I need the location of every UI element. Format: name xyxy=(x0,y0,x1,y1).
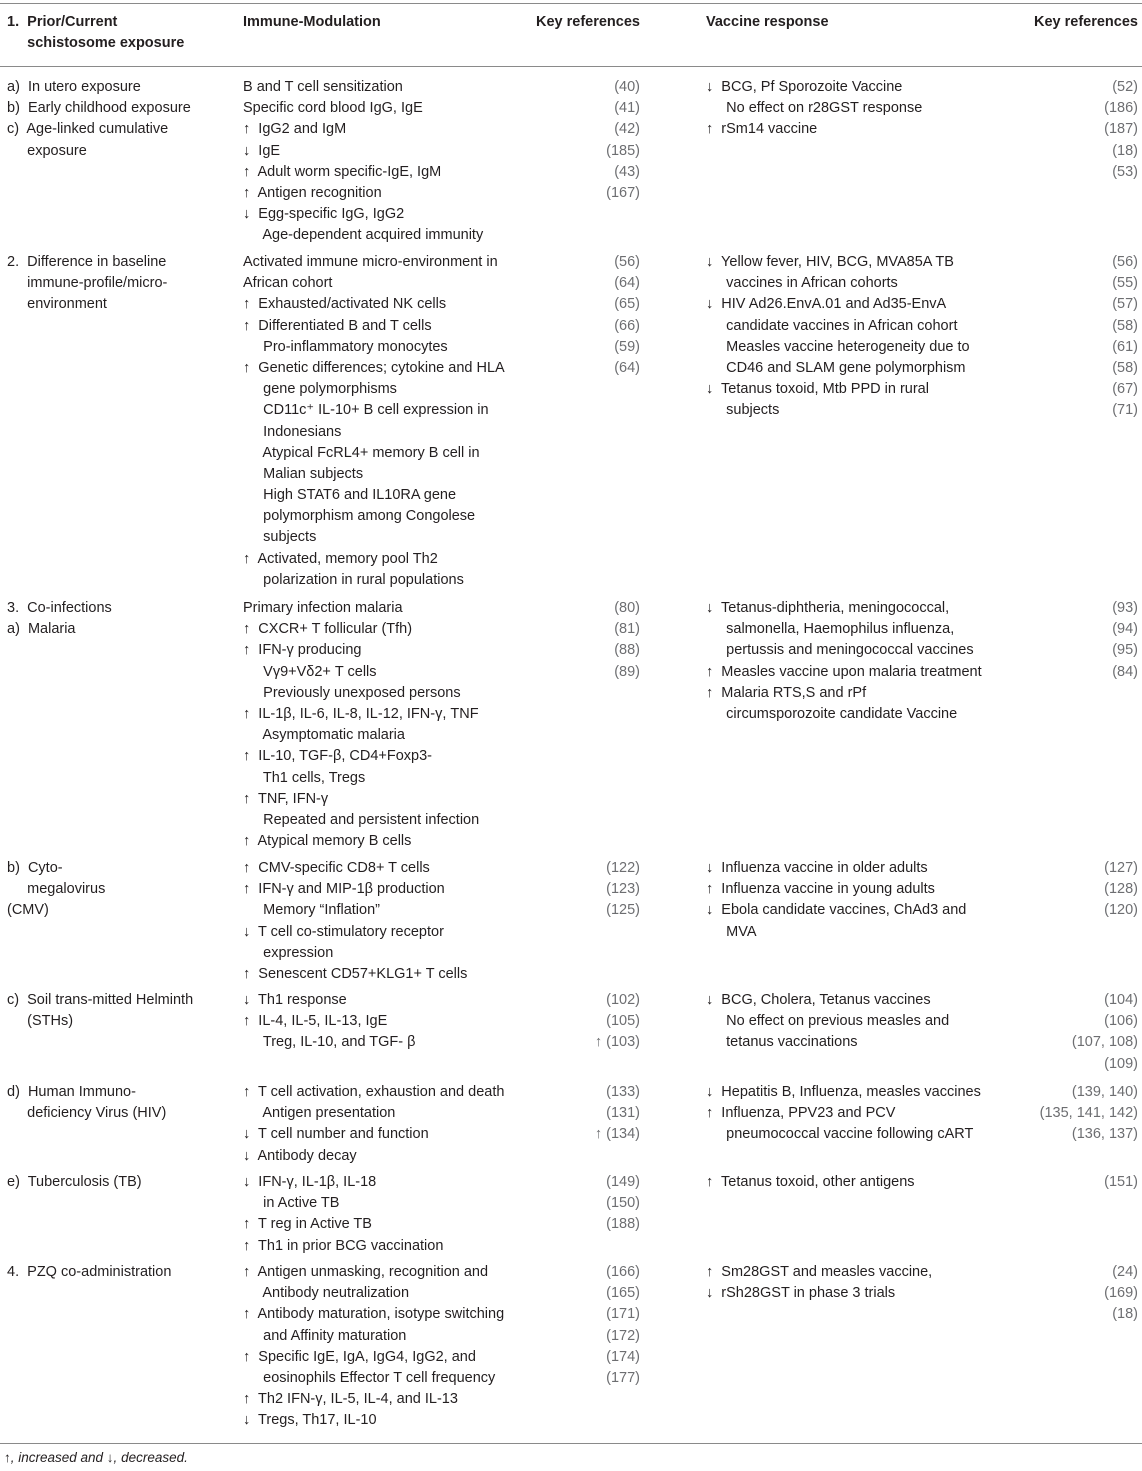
cell-line: immune-profile/micro- xyxy=(7,275,168,292)
cell-line: b) Cyto- xyxy=(7,860,63,876)
cell-line: (STHs) xyxy=(7,1013,74,1030)
reference-line: (93) xyxy=(1112,600,1138,616)
header-immune: Immune-Modulation xyxy=(243,14,381,30)
cell-line: ↓ Antibody decay xyxy=(243,1147,357,1164)
cell-vaccine xyxy=(706,252,1001,422)
cell-line: tetanus vaccinations xyxy=(706,1034,858,1051)
reference-line: (166) xyxy=(606,1264,640,1280)
cell-line: expression xyxy=(243,944,334,961)
reference-line: (58) xyxy=(1112,359,1138,376)
header-exposure xyxy=(7,12,232,54)
cell-line: ↑ IL-1β, IL-6, IL-8, IL-12, IFN-γ, TNF xyxy=(243,705,479,722)
cell-immune xyxy=(243,1262,533,1432)
cell-line: pertussis and meningococcal vaccines xyxy=(706,642,974,659)
cell-line: (CMV) xyxy=(7,902,49,919)
cell-refs2 xyxy=(1004,1172,1138,1193)
cell-line: ↑ Influenza vaccine in young adults xyxy=(706,881,935,898)
cell-line: environment xyxy=(7,296,107,313)
reference-line: (127) xyxy=(1104,860,1138,876)
cell-line: High STAT6 and IL10RA gene xyxy=(243,487,457,504)
reference-line: (186) xyxy=(1104,100,1138,117)
reference-line: (102) xyxy=(606,992,640,1008)
reference-line: (55) xyxy=(1112,275,1138,292)
cell-refs1 xyxy=(536,252,640,379)
reference-line: (84) xyxy=(1112,663,1138,680)
cell-line: Pro-inflammatory monocytes xyxy=(243,338,448,355)
cell-vaccine xyxy=(706,858,1001,943)
reference-line: ↑ (134) xyxy=(594,1126,640,1143)
cell-line: ↑ IL-4, IL-5, IL-13, IgE xyxy=(243,1013,388,1030)
reference-line: (167) xyxy=(606,184,640,201)
cell-line: ↓ HIV Ad26.EnvA.01 and Ad35-EnvA xyxy=(706,296,947,313)
cell-immune xyxy=(243,990,533,1054)
cell-exposure xyxy=(7,1082,232,1124)
reference-line: (58) xyxy=(1112,317,1138,334)
reference-line: (120) xyxy=(1104,902,1138,919)
cell-line: ↓ rSh28GST in phase 3 trials xyxy=(706,1285,896,1302)
reference-line: (40) xyxy=(614,79,640,95)
reference-line: (106) xyxy=(1104,1013,1138,1030)
cell-line: subjects xyxy=(243,529,317,546)
cell-line: pneumococcal vaccine following cART xyxy=(706,1126,974,1143)
cell-immune xyxy=(243,1082,533,1167)
cell-line: ↑ T reg in Active TB xyxy=(243,1216,372,1233)
cell-line: Age-dependent acquired immunity xyxy=(243,227,484,244)
cell-line: Th1 cells, Tregs xyxy=(243,769,366,786)
cell-line: ↓ Ebola candidate vaccines, ChAd3 and xyxy=(706,902,967,919)
cell-refs2 xyxy=(1004,77,1138,183)
cell-line: Activated immune micro-environment in xyxy=(243,254,498,270)
cell-line: ↓ T cell co-stimulatory receptor xyxy=(243,923,444,940)
cell-line: gene polymorphisms xyxy=(243,381,397,398)
cell-line: 2. Difference in baseline xyxy=(7,254,167,270)
cell-exposure xyxy=(7,858,232,922)
top-rule xyxy=(0,3,1142,4)
cell-line: ↑ T cell activation, exhaustion and death xyxy=(243,1084,505,1100)
cell-line: No effect on previous measles and xyxy=(706,1013,950,1030)
header-exposure-line: 1. Prior/Current xyxy=(7,14,118,30)
reference-line: (24) xyxy=(1112,1264,1138,1280)
reference-line: (131) xyxy=(606,1105,640,1122)
cell-line: Previously unexposed persons xyxy=(243,684,461,701)
cell-line: 3. Co-infections xyxy=(7,600,112,616)
cell-line: ↑ Malaria RTS,S and rPf xyxy=(706,684,867,701)
cell-refs1 xyxy=(536,598,640,683)
reference-line: (89) xyxy=(614,663,640,680)
cell-line: Malian subjects xyxy=(243,465,364,482)
cell-line: megalovirus xyxy=(7,881,106,898)
reference-line: (41) xyxy=(614,100,640,117)
cell-line: c) Age-linked cumulative xyxy=(7,121,169,138)
cell-vaccine xyxy=(706,1082,1001,1146)
cell-refs2 xyxy=(1004,858,1138,922)
cell-line: ↓ IgE xyxy=(243,142,281,159)
cell-refs2 xyxy=(1004,598,1138,683)
reference-line: (165) xyxy=(606,1285,640,1302)
reference-line: (18) xyxy=(1112,1306,1138,1323)
cell-line: ↑ Exhausted/activated NK cells xyxy=(243,296,447,313)
cell-line: ↑ Th2 IFN-γ, IL-5, IL-4, and IL-13 xyxy=(243,1391,458,1408)
cell-immune xyxy=(243,252,533,591)
reference-line: (187) xyxy=(1104,121,1138,138)
cell-line: ↑ rSm14 vaccine xyxy=(706,121,818,138)
cell-line: ↑ Antigen recognition xyxy=(243,184,382,201)
cell-refs2 xyxy=(1004,990,1138,1075)
cell-vaccine xyxy=(706,598,1001,725)
cell-line: ↑ Adult worm specific-IgE, IgM xyxy=(243,163,442,180)
cell-immune xyxy=(243,598,533,852)
cell-vaccine xyxy=(706,77,1001,141)
cell-line: salmonella, Haemophilus influenza, xyxy=(706,621,955,638)
cell-line: a) In utero exposure xyxy=(7,79,141,95)
cell-vaccine xyxy=(706,990,1001,1054)
reference-line: (66) xyxy=(614,317,640,334)
cell-vaccine xyxy=(706,1172,1001,1193)
reference-line: (123) xyxy=(606,881,640,898)
cell-line: CD11c⁺ IL-10+ B cell expression in xyxy=(243,402,489,419)
cell-line: Repeated and persistent infection xyxy=(243,811,480,828)
cell-line: ↓ Influenza vaccine in older adults xyxy=(706,860,928,876)
cell-refs1 xyxy=(536,1172,640,1236)
cell-line: Asymptomatic malaria xyxy=(243,727,405,744)
reference-line: (133) xyxy=(606,1084,640,1100)
cell-line: circumsporozoite candidate Vaccine xyxy=(706,705,958,722)
reference-line: (71) xyxy=(1112,402,1138,419)
cell-line: e) Tuberculosis (TB) xyxy=(7,1174,142,1190)
reference-line: (64) xyxy=(614,275,640,292)
cell-line: ↑ Atypical memory B cells xyxy=(243,833,412,850)
reference-line: (128) xyxy=(1104,881,1138,898)
reference-line: (43) xyxy=(614,163,640,180)
cell-refs1 xyxy=(536,990,640,1054)
reference-line: (64) xyxy=(614,359,640,376)
reference-line: (151) xyxy=(1104,1174,1138,1190)
cell-line: ↓ Yellow fever, HIV, BCG, MVA85A TB xyxy=(706,254,954,270)
reference-line: ↑ (103) xyxy=(594,1034,640,1051)
cell-exposure xyxy=(7,598,232,640)
cell-line: ↑ Tetanus toxoid, other antigens xyxy=(706,1174,915,1190)
cell-line: ↓ T cell number and function xyxy=(243,1126,429,1143)
cell-line: a) Malaria xyxy=(7,621,76,638)
cell-refs2 xyxy=(1004,1082,1138,1146)
cell-line: ↑ CXCR+ T follicular (Tfh) xyxy=(243,621,413,638)
reference-line: (177) xyxy=(606,1369,640,1386)
reference-line: (135, 141, 142) xyxy=(1039,1105,1138,1122)
cell-exposure xyxy=(7,990,232,1032)
cell-line: ↑ Influenza, PPV23 and PCV xyxy=(706,1105,896,1122)
cell-line: Specific cord blood IgG, IgE xyxy=(243,100,423,117)
cell-line: polymorphism among Congolese xyxy=(243,508,476,525)
reference-line: (42) xyxy=(614,121,640,138)
reference-line: (65) xyxy=(614,296,640,313)
cell-line: ↑ TNF, IFN-γ xyxy=(243,790,329,807)
cell-line: Primary infection malaria xyxy=(243,600,403,616)
cell-exposure xyxy=(7,77,232,162)
cell-line: Indonesians xyxy=(243,423,342,440)
cell-line: African cohort xyxy=(243,275,333,292)
cell-line: ↑ Specific IgE, IgA, IgG4, IgG2, and xyxy=(243,1348,476,1365)
cell-line: ↓ Egg-specific IgG, IgG2 xyxy=(243,206,405,223)
cell-line: subjects xyxy=(706,402,780,419)
cell-line: Antibody neutralization xyxy=(243,1285,410,1302)
reference-line: (185) xyxy=(606,142,640,159)
cell-line: Treg, IL-10, and TGF- β xyxy=(243,1034,416,1051)
reference-line: (59) xyxy=(614,338,640,355)
reference-line: (95) xyxy=(1112,642,1138,659)
reference-line: (172) xyxy=(606,1327,640,1344)
cell-line: deficiency Virus (HIV) xyxy=(7,1105,167,1122)
cell-refs1 xyxy=(536,1082,640,1146)
cell-line: c) Soil trans-mitted Helminth xyxy=(7,992,194,1008)
reference-line: (57) xyxy=(1112,296,1138,313)
header-exposure-line: schistosome exposure xyxy=(7,35,185,52)
cell-immune xyxy=(243,1172,533,1257)
bottom-rule xyxy=(0,1443,1142,1444)
cell-line: ↑ Differentiated B and T cells xyxy=(243,317,432,334)
cell-refs1 xyxy=(536,858,640,922)
cell-line: ↑ Antibody maturation, isotype switching xyxy=(243,1306,505,1323)
reference-line: (109) xyxy=(1104,1055,1138,1072)
cell-refs2 xyxy=(1004,1262,1138,1326)
reference-line: (53) xyxy=(1112,163,1138,180)
reference-line: (67) xyxy=(1112,381,1138,398)
cell-exposure xyxy=(7,1172,232,1193)
cell-line: B and T cell sensitization xyxy=(243,79,403,95)
reference-line: (149) xyxy=(606,1174,640,1190)
header-rule xyxy=(0,66,1142,67)
cell-line: d) Human Immuno- xyxy=(7,1084,136,1100)
reference-line: (105) xyxy=(606,1013,640,1030)
reference-line: (169) xyxy=(1104,1285,1138,1302)
header-vaccine: Vaccine response xyxy=(706,14,829,30)
cell-line: b) Early childhood exposure xyxy=(7,100,191,117)
reference-line: (122) xyxy=(606,860,640,876)
cell-line: Atypical FcRL4+ memory B cell in xyxy=(243,444,480,461)
cell-line: ↑ Senescent CD57+KLG1+ T cells xyxy=(243,965,468,982)
footnote: ↑, increased and ↓, decreased. xyxy=(4,1450,188,1465)
reference-line: (174) xyxy=(606,1348,640,1365)
reference-line: (52) xyxy=(1112,79,1138,95)
cell-refs2 xyxy=(1004,252,1138,422)
cell-line: Measles vaccine heterogeneity due to xyxy=(706,338,970,355)
cell-line: ↑ Genetic differences; cytokine and HLA xyxy=(243,359,505,376)
cell-immune xyxy=(243,77,533,247)
reference-line: (188) xyxy=(606,1216,640,1233)
reference-line: (139, 140) xyxy=(1071,1084,1138,1100)
cell-line: ↑ Measles vaccine upon malaria treatment xyxy=(706,663,982,680)
cell-line: No effect on r28GST response xyxy=(706,100,923,117)
cell-line: in Active TB xyxy=(243,1195,340,1212)
cell-line: ↑ Sm28GST and measles vaccine, xyxy=(706,1264,933,1280)
cell-line: candidate vaccines in African cohort xyxy=(706,317,958,334)
cell-line: ↓ Tregs, Th17, IL-10 xyxy=(243,1412,377,1429)
cell-refs1 xyxy=(536,1262,640,1389)
cell-line: exposure xyxy=(7,142,87,159)
cell-immune xyxy=(243,858,533,985)
reference-line: (61) xyxy=(1112,338,1138,355)
reference-line: (18) xyxy=(1112,142,1138,159)
cell-vaccine xyxy=(706,1262,1001,1304)
cell-line: MVA xyxy=(706,923,757,940)
cell-line: ↑ Activated, memory pool Th2 xyxy=(243,550,438,567)
cell-line: and Affinity maturation xyxy=(243,1327,407,1344)
cell-line: Vγ9+Vδ2+ T cells xyxy=(243,663,377,680)
cell-line: ↓ BCG, Pf Sporozoite Vaccine xyxy=(706,79,903,95)
reference-line: (81) xyxy=(614,621,640,638)
cell-line: 4. PZQ co-administration xyxy=(7,1264,172,1280)
reference-line: (107, 108) xyxy=(1071,1034,1138,1051)
header-refs1: Key references xyxy=(536,14,640,30)
cell-line: ↓ Tetanus-diphtheria, meningococcal, xyxy=(706,600,950,616)
reference-line: (56) xyxy=(1112,254,1138,270)
reference-line: (150) xyxy=(606,1195,640,1212)
reference-line: (94) xyxy=(1112,621,1138,638)
cell-refs1 xyxy=(536,77,640,204)
reference-line: (171) xyxy=(606,1306,640,1323)
cell-line: vaccines in African cohorts xyxy=(706,275,898,292)
reference-line: (125) xyxy=(606,902,640,919)
cell-line: ↓ Th1 response xyxy=(243,992,347,1008)
cell-line: ↑ CMV-specific CD8+ T cells xyxy=(243,860,430,876)
cell-line: CD46 and SLAM gene polymorphism xyxy=(706,359,966,376)
header-refs2: Key references xyxy=(1034,14,1138,30)
cell-line: ↑ IFN-γ producing xyxy=(243,642,362,659)
reference-line: (136, 137) xyxy=(1071,1126,1138,1143)
cell-line: ↓ Tetanus toxoid, Mtb PPD in rural xyxy=(706,381,929,398)
cell-exposure xyxy=(7,1262,232,1283)
cell-line: ↓ IFN-γ, IL-1β, IL-18 xyxy=(243,1174,377,1190)
cell-line: ↑ IL-10, TGF-β, CD4+Foxp3- xyxy=(243,748,432,765)
cell-line: ↑ IFN-γ and MIP-1β production xyxy=(243,881,445,898)
reference-line: (56) xyxy=(614,254,640,270)
cell-line: Antigen presentation xyxy=(243,1105,396,1122)
cell-line: polarization in rural populations xyxy=(243,571,464,588)
cell-line: ↑ Antigen unmasking, recognition and xyxy=(243,1264,489,1280)
reference-line: (104) xyxy=(1104,992,1138,1008)
cell-line: eosinophils Effector T cell frequency xyxy=(243,1369,496,1386)
cell-line: ↑ IgG2 and IgM xyxy=(243,121,347,138)
cell-line: ↑ Th1 in prior BCG vaccination xyxy=(243,1237,444,1254)
cell-line: Memory “Inflation” xyxy=(243,902,380,919)
reference-line: (80) xyxy=(614,600,640,616)
reference-line: (88) xyxy=(614,642,640,659)
cell-line: ↓ Hepatitis B, Influenza, measles vaccines xyxy=(706,1084,981,1100)
cell-line: ↓ BCG, Cholera, Tetanus vaccines xyxy=(706,992,931,1008)
cell-exposure xyxy=(7,252,232,316)
